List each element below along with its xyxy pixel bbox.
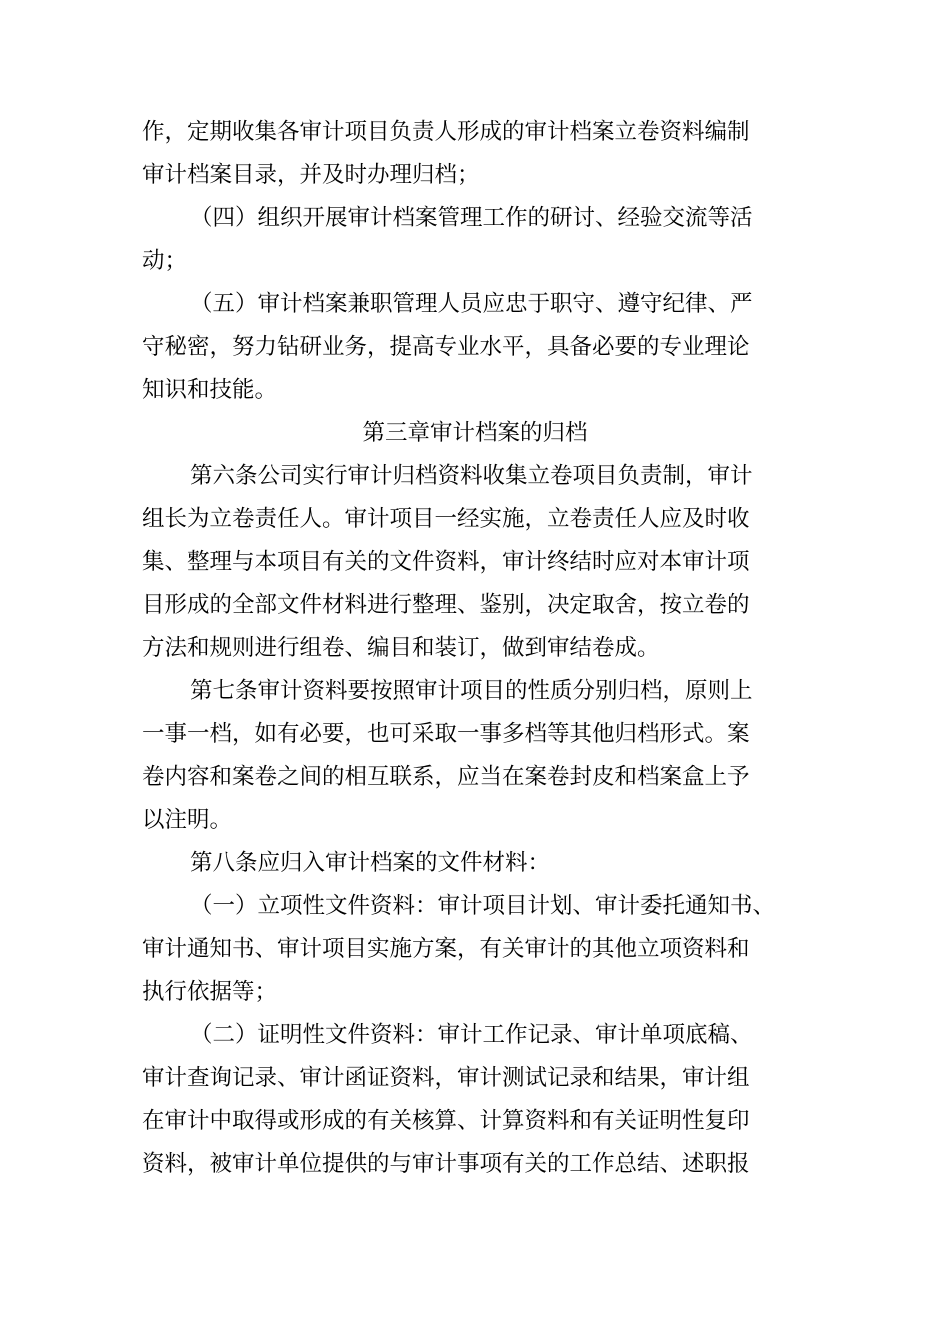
- chapter-heading: 第三章审计档案的归档: [362, 420, 588, 446]
- text-line: 卷内容和案卷之间的相互联系，应当在案卷封皮和档案盒上予: [142, 764, 750, 790]
- text-line: 方法和规则进行组卷、编目和装订，做到审结卷成。: [142, 635, 660, 661]
- text-line: 第八条应归入审计档案的文件材料：: [190, 850, 551, 876]
- text-line: 审计查询记录、审计函证资料，审计测试记录和结果，审计组: [142, 1065, 750, 1091]
- text-line: 执行依据等；: [142, 979, 278, 1005]
- text-line: （一）立项性文件资料：审计项目计划、审计委托通知书、: [190, 893, 776, 919]
- text-line: （五）审计档案兼职管理人员应忠于职守、遵守纪律、严: [190, 291, 753, 317]
- text-line: 审计档案目录，并及时办理归档；: [142, 162, 480, 188]
- text-line: 知识和技能。: [142, 377, 278, 403]
- text-line: 审计通知书、审计项目实施方案，有关审计的其他立项资料和: [142, 936, 750, 962]
- document-body: [142, 111, 808, 1186]
- text-line: 在审计中取得或形成的有关核算、计算资料和有关证明性复印: [142, 1108, 750, 1134]
- text-line: 作，定期收集各审计项目负责人形成的审计档案立卷资料编制: [142, 119, 750, 145]
- text-line: 组长为立卷责任人。审计项目一经实施，立卷责任人应及时收: [142, 506, 750, 532]
- text-line: 守秘密，努力钻研业务，提高专业水平，具备必要的专业理论: [142, 334, 750, 360]
- text-line: 一事一档，如有必要，也可采取一事多档等其他归档形式。案: [142, 721, 750, 747]
- text-line: 目形成的全部文件材料进行整理、鉴别，决定取舍，按立卷的: [142, 592, 750, 618]
- text-line: （二）证明性文件资料：审计工作记录、审计单项底稿、: [190, 1022, 753, 1048]
- text-line: 第六条公司实行审计归档资料收集立卷项目负责制，审计: [190, 463, 753, 489]
- text-line: 以注明。: [142, 807, 233, 833]
- text-line: 动；: [142, 248, 188, 274]
- text-line: （四）组织开展审计档案管理工作的研讨、经验交流等活: [190, 205, 753, 231]
- text-line: 资料，被审计单位提供的与审计事项有关的工作总结、述职报: [142, 1151, 750, 1177]
- text-line: 第七条审计资料要按照审计项目的性质分别归档，原则上: [190, 678, 753, 704]
- text-line: 集、整理与本项目有关的文件资料，审计终结时应对本审计项: [142, 549, 750, 575]
